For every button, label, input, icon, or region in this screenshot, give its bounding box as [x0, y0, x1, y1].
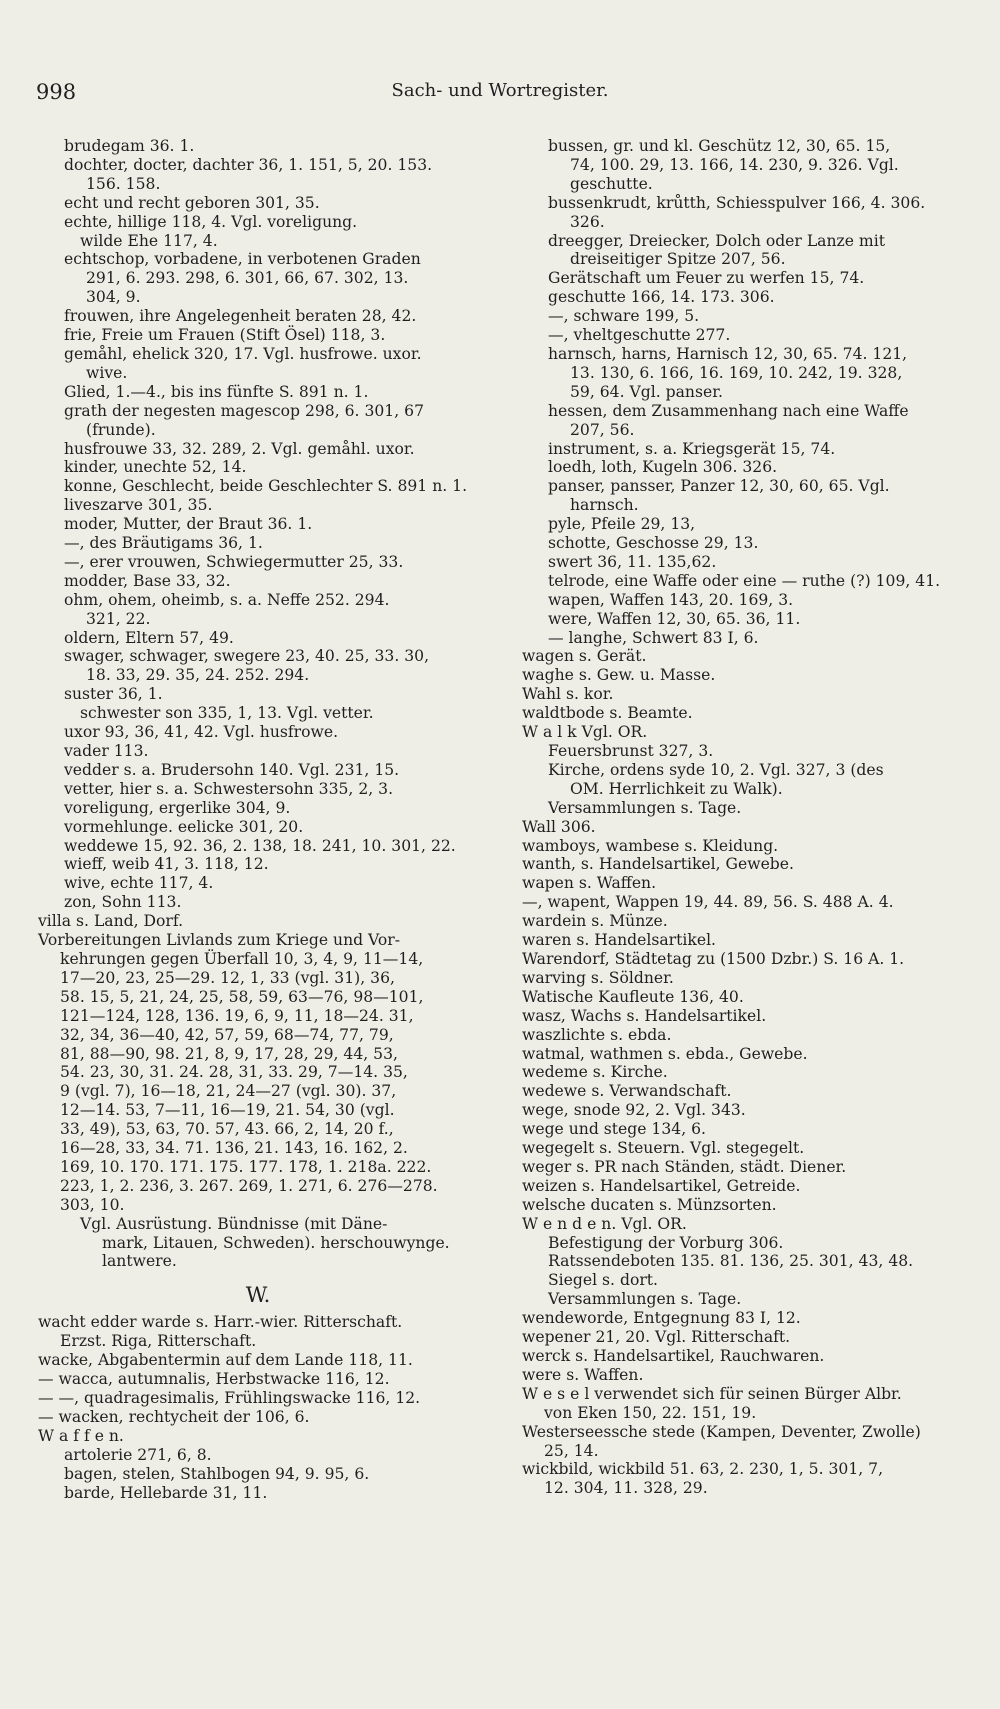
entry-line: Versammlungen s. Tage. — [548, 1290, 742, 1309]
entry-line: mark, Litauen, Schweden). herschouwynge. — [102, 1233, 450, 1252]
entry-line: brudegam 36. 1. — [64, 137, 195, 155]
entry-line: Glied, 1.—4., bis ins fünfte S. 891 n. 1. — [64, 382, 369, 401]
index-entry — [38, 1408, 478, 1427]
entry-line: wilde Ehe 117, 4. — [80, 231, 218, 250]
entry-line: —, vheltgeschutte 277. — [548, 326, 731, 345]
index-entry — [38, 402, 478, 440]
index-entry — [38, 458, 478, 477]
entry-line: konne, Geschlecht, beide Geschlechter S. 891 n. 1. — [64, 477, 468, 496]
index-entry — [38, 629, 478, 648]
entry-line: weddewe 15, 92. 36, 2. 138, 18. 241, 10. 301, 22. — [64, 836, 456, 855]
entry-line: 156. 158. — [86, 174, 161, 193]
entry-line: voreligung, ergerlike 304, 9. — [64, 798, 291, 817]
index-entry — [522, 742, 962, 761]
entry-line: 321, 22. — [86, 609, 151, 628]
entry-line: artolerie 271, 6, 8. — [64, 1445, 212, 1464]
entry-line: wapen, Waffen 143, 20. 169, 3. — [548, 590, 794, 609]
entry-line: —, des Bräutigams 36, 1. — [64, 534, 263, 553]
entry-line: — wacca, autumnalis, Herbstwacke 116, 12. — [38, 1370, 390, 1389]
entry-line: von Eken 150, 22. 151, 19. — [544, 1403, 757, 1422]
index-entry — [522, 1177, 962, 1196]
entry-line: 54. 23, 30, 31. 24. 28, 31, 33. 29, 7—14. 35, — [60, 1063, 408, 1082]
index-entry — [38, 1484, 478, 1503]
entry-line: — wacken, rechtycheit der 106, 6. — [38, 1407, 310, 1426]
index-entry — [38, 326, 478, 345]
entry-line: wege und stege 134, 6. — [522, 1120, 706, 1139]
index-entry — [522, 629, 962, 648]
entry-line: 17—20, 23, 25—29. 12, 1, 33 (vgl. 31), 36, — [60, 968, 395, 987]
entry-line: echt und recht geboren 301, 35. — [64, 193, 320, 212]
entry-line: bagen, stelen, Stahlbogen 94, 9. 95, 6. — [64, 1464, 370, 1483]
entry-line: OM. Herrlichkeit zu Walk). — [570, 779, 783, 798]
index-entry — [38, 194, 478, 213]
entry-line: moder, Mutter, der Braut 36. 1. — [64, 515, 313, 534]
entry-line: 12—14. 53, 7—11, 16—19, 21. 54, 30 (vgl. — [60, 1101, 395, 1120]
entry-line: liveszarve 301, 35. — [64, 496, 213, 515]
entry-line: W a f f e n. — [38, 1426, 124, 1445]
index-entry — [38, 874, 478, 893]
entry-line: 121—124, 128, 136. 19, 6, 9, 11, 18—24. 31, — [60, 1006, 414, 1025]
entry-line: swert 36, 11. 135,62. — [548, 552, 717, 571]
index-entry — [38, 232, 478, 251]
entry-line: kehrungen gegen Überfall 10, 3, 4, 9, 11—14, — [60, 949, 424, 968]
entry-line: waszlichte s. ebda. — [522, 1025, 672, 1044]
index-entry — [522, 950, 962, 969]
entry-line: harnsch. — [570, 496, 639, 515]
entry-line: weizen s. Handelsartikel, Getreide. — [522, 1176, 801, 1195]
entry-line: frouwen, ihre Angelegenheit beraten 28, 42. — [64, 307, 417, 326]
index-entry — [522, 345, 962, 402]
entry-line: vedder s. a. Brudersohn 140. Vgl. 231, 15. — [64, 760, 400, 779]
entry-line: Feuersbrunst 327, 3. — [548, 742, 714, 760]
entry-line: — —, quadragesimalis, Frühlingswacke 116, 12. — [38, 1389, 421, 1407]
right-column — [522, 137, 962, 1498]
entry-line: kinder, unechte 52, 14. — [64, 458, 247, 477]
entry-line: 13. 130, 6. 166, 16. 169, 10. 242, 19. 328, — [570, 363, 903, 382]
entry-line: modder, Base 33, 32. — [64, 571, 231, 590]
index-entry — [522, 307, 962, 326]
entry-line: panser, pansser, Panzer 12, 30, 60, 65. Vgl. — [548, 477, 890, 496]
entry-line: 59, 64. Vgl. panser. — [570, 382, 723, 401]
index-entry — [38, 345, 478, 383]
index-entry — [38, 742, 478, 761]
entry-line: warving s. Söldner. — [522, 968, 674, 987]
entry-line: 326. — [570, 212, 605, 231]
entry-line: 16—28, 33, 34. 71. 136, 21. 143, 16. 162, 2. — [60, 1139, 408, 1158]
entry-line: wasz, Wachs s. Handelsartikel. — [522, 1006, 767, 1025]
entry-line: 33, 49), 53, 63, 70. 57, 43. 66, 2, 14, 20 f., — [60, 1120, 394, 1139]
index-entry — [38, 250, 478, 307]
entry-line: wedewe s. Verwandschaft. — [522, 1082, 732, 1101]
index-entry — [522, 1196, 962, 1215]
index-entry — [38, 893, 478, 912]
entry-line: wege, snode 92, 2. Vgl. 343. — [522, 1101, 746, 1120]
index-entry — [522, 685, 962, 704]
entry-line: barde, Hellebarde 31, 11. — [64, 1483, 268, 1502]
index-entry — [522, 1271, 962, 1290]
entry-line: 291, 6. 293. 298, 6. 301, 66, 67. 302, 13. — [86, 269, 409, 288]
index-entry — [38, 1446, 478, 1465]
index-entry — [522, 931, 962, 950]
index-entry — [522, 326, 962, 345]
entry-line: wamboys, wambese s. Kleidung. — [522, 836, 779, 855]
index-entry — [522, 572, 962, 591]
entry-line: weger s. PR nach Ständen, städt. Diener. — [522, 1157, 847, 1176]
entry-line: W e n d e n. Vgl. OR. — [522, 1214, 687, 1233]
index-entry — [522, 704, 962, 723]
index-entry — [38, 440, 478, 459]
entry-line: werck s. Handelsartikel, Rauchwaren. — [522, 1347, 825, 1365]
entry-line: 304, 9. — [86, 288, 141, 307]
entry-line: frie, Freie um Frauen (Stift Ösel) 118, 3. — [64, 326, 386, 345]
index-entry — [38, 137, 478, 156]
entry-line: —, schware 199, 5. — [548, 307, 700, 326]
index-entry — [522, 194, 962, 232]
index-entry — [522, 988, 962, 1007]
entry-line: W a l k Vgl. OR. — [522, 723, 648, 742]
entry-line: Warendorf, Städtetag zu (1500 Dzbr.) S. 16 A. 1. — [522, 949, 905, 968]
entry-line: 58. 15, 5, 21, 24, 25, 58, 59, 63—76, 98—101, — [60, 987, 424, 1006]
index-entry — [522, 1120, 962, 1139]
entry-line: Kirche, ordens syde 10, 2. Vgl. 327, 3 (des — [548, 760, 884, 779]
entry-line: geschutte 166, 14. 173. 306. — [548, 288, 775, 307]
entry-line: 18. 33, 29. 35, 24. 252. 294. — [86, 666, 310, 685]
index-entry — [522, 723, 962, 742]
entry-line: (frunde). — [86, 420, 156, 439]
index-entry — [522, 1026, 962, 1045]
index-entry — [522, 969, 962, 988]
index-entry — [38, 496, 478, 515]
index-entry — [38, 931, 478, 1215]
entry-line: dreiseitiger Spitze 207, 56. — [570, 250, 786, 269]
index-entry — [522, 402, 962, 440]
entry-line: wagen s. Gerät. — [522, 647, 647, 666]
index-entry — [522, 1158, 962, 1177]
index-entry — [522, 477, 962, 515]
entry-line: pyle, Pfeile 29, 13, — [548, 515, 696, 534]
entry-line: —, erer vrouwen, Schwiegermutter 25, 33. — [64, 552, 404, 571]
index-entry — [38, 1215, 478, 1272]
index-entry — [38, 647, 478, 685]
index-entry — [522, 837, 962, 856]
entry-line: wegegelt s. Steuern. Vgl. stegegelt. — [522, 1139, 805, 1158]
entry-line: wive. — [86, 363, 128, 382]
entry-line: waghe s. Gew. u. Masse. — [522, 666, 716, 685]
entry-line: swager, schwager, swegere 23, 40. 25, 33. 30, — [64, 647, 430, 666]
entry-line: bussen, gr. und kl. Geschütz 12, 30, 65. 15, — [548, 137, 891, 155]
entry-line: 25, 14. — [544, 1441, 599, 1460]
entry-line: wacht edder warde s. Harr.-wier. Ritterschaft. — [38, 1313, 403, 1332]
entry-line: echtschop, vorbadene, in verbotenen Graden — [64, 250, 421, 269]
index-entry — [522, 1082, 962, 1101]
entry-line: 207, 56. — [570, 420, 635, 439]
entry-line: Erzst. Riga, Ritterschaft. — [60, 1332, 257, 1351]
entry-line: husfrouwe 33, 32. 289, 2. Vgl. gemåhl. uxor. — [64, 439, 415, 458]
entry-line: wanth, s. Handelsartikel, Gewebe. — [522, 855, 794, 874]
entry-line: wive, echte 117, 4. — [64, 874, 214, 893]
index-entry — [522, 1063, 962, 1082]
index-entry — [38, 515, 478, 534]
page-header — [0, 80, 1000, 110]
entry-line: suster 36, 1. — [64, 685, 163, 704]
index-entry — [38, 477, 478, 496]
entry-line: Befestigung der Vorburg 306. — [548, 1233, 784, 1252]
index-entry — [38, 1370, 478, 1389]
running-title: Sach- und Wortregister. — [391, 80, 609, 101]
index-entry — [522, 1007, 962, 1026]
index-entry — [38, 534, 478, 553]
entry-line: watmal, wathmen s. ebda., Gewebe. — [522, 1044, 808, 1063]
index-entry — [38, 307, 478, 326]
index-entry — [38, 1427, 478, 1446]
entry-line: oldern, Eltern 57, 49. — [64, 628, 234, 647]
index-entry — [522, 1328, 962, 1347]
entry-line: 169, 10. 170. 171. 175. 177. 178, 1. 218a. 222. — [60, 1157, 432, 1176]
index-entry — [522, 647, 962, 666]
index-entry — [522, 666, 962, 685]
entry-line: wepener 21, 20. Vgl. Ritterschaft. — [522, 1328, 791, 1347]
entry-line: Ratssendeboten 135. 81. 136, 25. 301, 43, 48. — [548, 1252, 914, 1271]
entry-line: 32, 34, 36—40, 42, 57, 59, 68—74, 77, 79, — [60, 1025, 394, 1044]
entry-line: Wall 306. — [522, 817, 596, 836]
entry-line: wieff, weib 41, 3. 118, 12. — [64, 855, 269, 874]
entry-line: geschutte. — [570, 174, 653, 193]
entry-line: gemåhl, ehelick 320, 17. Vgl. husfrowe. uxor. — [64, 344, 422, 363]
index-entry — [522, 1290, 962, 1309]
entry-line: wacke, Abgabentermin auf dem Lande 118, 11. — [38, 1351, 413, 1370]
index-entry — [522, 515, 962, 534]
index-entry — [522, 1215, 962, 1234]
index-entry — [522, 591, 962, 610]
index-entry — [522, 1101, 962, 1120]
entry-line: loedh, loth, Kugeln 306. 326. — [548, 458, 778, 477]
index-entry — [38, 213, 478, 232]
entry-line: — langhe, Schwert 83 I, 6. — [548, 628, 759, 647]
index-entry — [522, 912, 962, 931]
entry-line: Wahl s. kor. — [522, 685, 614, 704]
entry-line: zon, Sohn 113. — [64, 893, 182, 912]
index-entry — [38, 1389, 478, 1408]
entry-line: vetter, hier s. a. Schwestersohn 335, 2, 3. — [64, 779, 394, 798]
entry-line: waren s. Handelsartikel. — [522, 931, 717, 950]
entry-line: schwester son 335, 1, 13. Vgl. vetter. — [80, 704, 374, 723]
index-entry — [38, 591, 478, 629]
entry-line: waldtbode s. Beamte. — [522, 704, 693, 723]
index-entry — [38, 1351, 478, 1370]
index-entry — [522, 874, 962, 893]
entry-line: Westerseessche stede (Kampen, Deventer, Zwolle) — [522, 1422, 921, 1441]
entry-line: lantwere. — [102, 1252, 177, 1271]
index-entry — [38, 383, 478, 402]
entry-line: wardein s. Münze. — [522, 912, 668, 931]
index-entry — [38, 572, 478, 591]
entry-line: wendeworde, Entgegnung 83 I, 12. — [522, 1309, 801, 1328]
index-entry — [522, 137, 962, 194]
entry-line: echte, hillige 118, 4. Vgl. voreligung. — [64, 212, 358, 231]
index-entry — [522, 1385, 962, 1423]
entry-line: hessen, dem Zusammenhang nach eine Waffe — [548, 401, 909, 420]
entry-line: 74, 100. 29, 13. 166, 14. 230, 9. 326. Vgl. — [570, 155, 899, 174]
entry-line: harnsch, harns, Harnisch 12, 30, 65. 74. 121, — [548, 344, 908, 363]
entry-line: 12. 304, 11. 328, 29. — [544, 1479, 708, 1498]
index-entry — [38, 818, 478, 837]
entry-line: vormehlunge. eelicke 301, 20. — [64, 817, 304, 836]
entry-line: Gerätschaft um Feuer zu werfen 15, 74. — [548, 269, 865, 288]
index-entry — [522, 610, 962, 629]
entry-line: wapen s. Waffen. — [522, 874, 657, 893]
index-entry — [522, 799, 962, 818]
entry-line: 223, 1, 2. 236, 3. 267. 269, 1. 271, 6. 276—278. — [60, 1176, 438, 1195]
index-entry — [522, 1423, 962, 1461]
entry-line: 303, 10. — [60, 1195, 125, 1214]
index-entry — [522, 440, 962, 459]
index-entry — [522, 761, 962, 799]
index-entry — [522, 288, 962, 307]
entry-line: wickbild, wickbild 51. 63, 2. 230, 1, 5. 301, 7, — [522, 1460, 884, 1479]
index-entry — [522, 855, 962, 874]
entry-line: instrument, s. a. Kriegsgerät 15, 74. — [548, 439, 836, 458]
entry-line: 9 (vgl. 7), 16—18, 21, 24—27 (vgl. 30). 37, — [60, 1082, 397, 1101]
index-entry — [522, 1252, 962, 1271]
index-entry — [522, 269, 962, 288]
index-entry — [38, 1465, 478, 1484]
entry-line: Watische Kaufleute 136, 40. — [522, 987, 744, 1006]
index-entry — [522, 893, 962, 912]
index-entry — [522, 232, 962, 270]
entry-line: telrode, eine Waffe oder eine — ruthe (?) 109, 41. — [548, 571, 941, 590]
entry-line: Siegel s. dort. — [548, 1271, 659, 1290]
entry-line: Vorbereitungen Livlands zum Kriege und Vor- — [38, 931, 400, 950]
entry-line: vader 113. — [64, 742, 149, 760]
entry-line: dochter, docter, dachter 36, 1. 151, 5, 20. 153. — [64, 155, 433, 174]
index-entry — [38, 761, 478, 780]
entry-line: uxor 93, 36, 41, 42. Vgl. husfrowe. — [64, 723, 339, 742]
entry-line: villa s. Land, Dorf. — [38, 912, 184, 931]
index-entry — [522, 1309, 962, 1328]
index-entry — [522, 1234, 962, 1253]
entry-line: welsche ducaten s. Münzsorten. — [522, 1195, 777, 1214]
index-entry — [522, 1366, 962, 1385]
entry-line: W e s e l verwendet sich für seinen Bürger Albr. — [522, 1384, 902, 1403]
index-entry — [38, 855, 478, 874]
index-entry — [522, 1460, 962, 1498]
entry-line: bussenkrudt, krůtth, Schiesspulver 166, 4. 306. — [548, 193, 926, 212]
entry-line: wedeme s. Kirche. — [522, 1063, 668, 1082]
index-entry — [522, 458, 962, 477]
entry-line: ohm, ohem, oheimb, s. a. Neffe 252. 294. — [64, 590, 390, 609]
index-entry — [38, 1313, 478, 1351]
index-entry — [522, 1347, 962, 1366]
entry-line: Vgl. Ausrüstung. Bündnisse (mit Däne- — [80, 1214, 388, 1233]
index-entry — [522, 1045, 962, 1064]
page-number: 998 — [36, 80, 77, 104]
entry-line: 81, 88—90, 98. 21, 8, 9, 17, 28, 29, 44, 53, — [60, 1044, 398, 1063]
entry-line: were, Waffen 12, 30, 65. 36, 11. — [548, 609, 801, 628]
index-entry — [522, 534, 962, 553]
index-entry — [38, 837, 478, 856]
index-entry — [38, 685, 478, 704]
index-entry — [38, 780, 478, 799]
index-entry — [38, 704, 478, 723]
index-entry — [38, 156, 478, 194]
left-column — [38, 137, 478, 1502]
entry-line: —, wapent, Wappen 19, 44. 89, 56. S. 488 A. 4. — [522, 893, 894, 912]
index-entry — [38, 799, 478, 818]
index-entry — [38, 912, 478, 931]
entry-line: were s. Waffen. — [522, 1365, 644, 1384]
entry-line: schotte, Geschosse 29, 13. — [548, 534, 759, 553]
index-entry — [522, 553, 962, 572]
section-heading: W. — [245, 1283, 271, 1308]
index-entry — [38, 553, 478, 572]
entry-line: Versammlungen s. Tage. — [548, 798, 742, 817]
index-entry — [522, 1139, 962, 1158]
index-entry — [522, 818, 962, 837]
entry-line: grath der negesten magescop 298, 6. 301, 67 — [64, 401, 424, 420]
entry-line: dreegger, Dreiecker, Dolch oder Lanze mit — [548, 231, 885, 250]
index-entry — [38, 723, 478, 742]
